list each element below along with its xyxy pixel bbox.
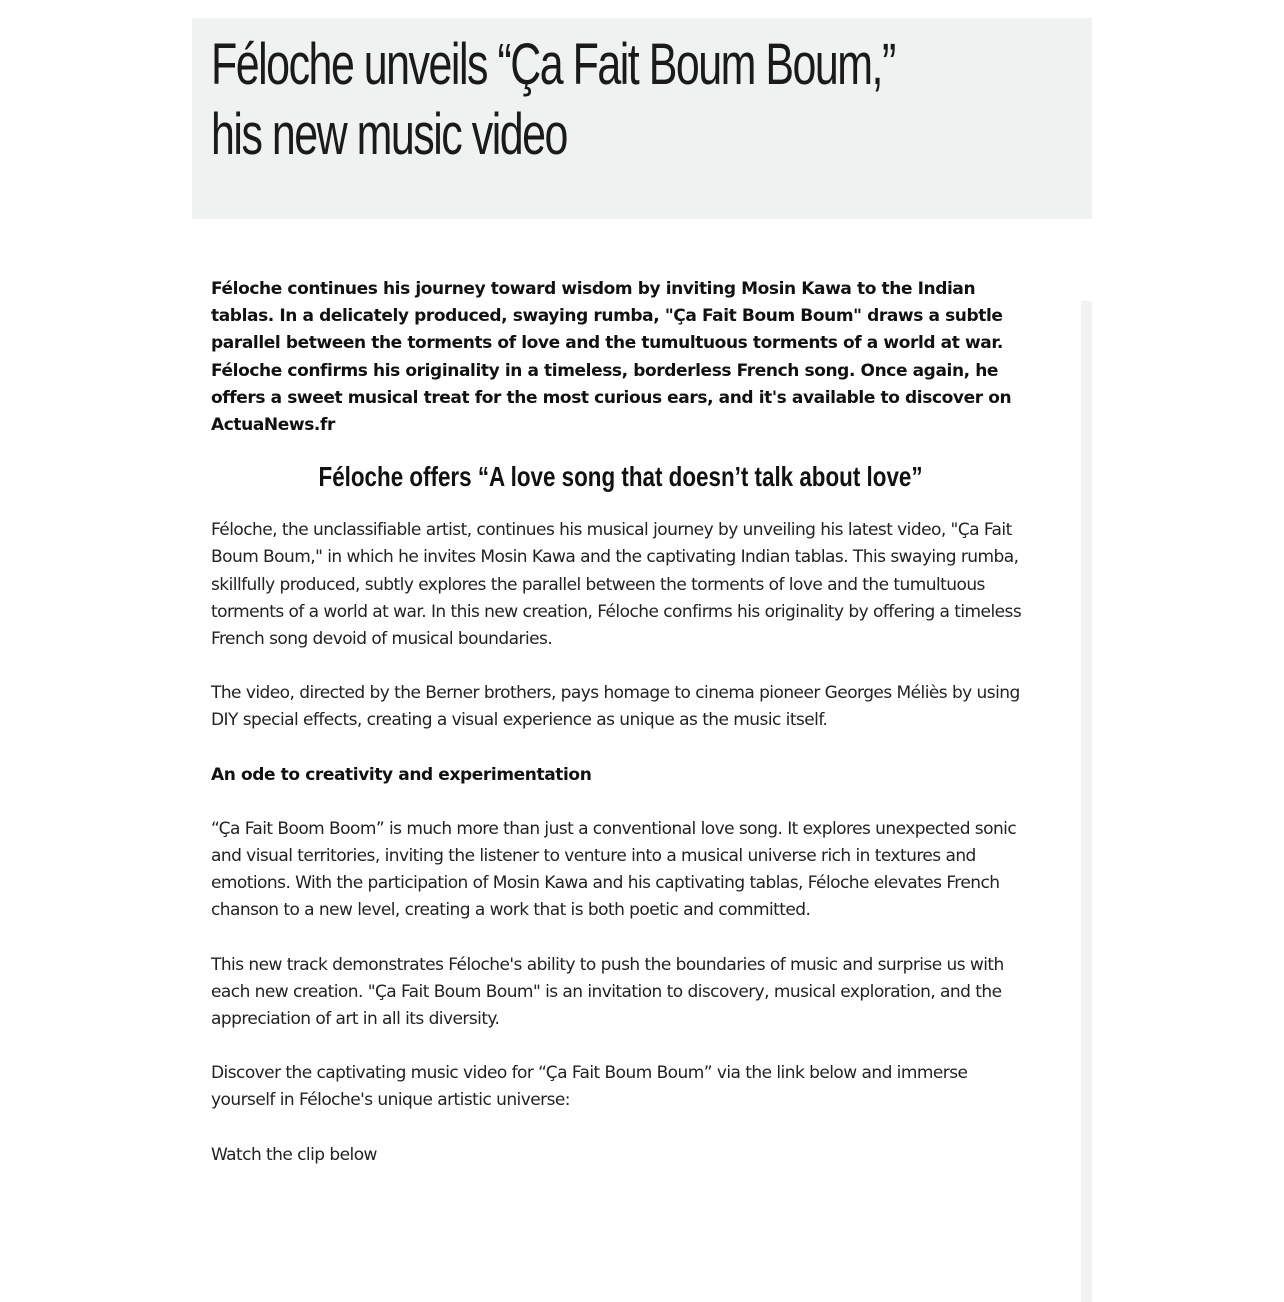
page-title-line-1: Féloche unveils “Ça Fait Boum Boum,”	[211, 32, 895, 97]
scrollbar[interactable]	[1081, 219, 1092, 1302]
paragraph-4: This new track demonstrates Féloche's ability to push the boundaries of music and surprise us with each new creation. "Ça Fait Boum Boum" is an invitation to discovery, musical exploration, and the appreciation of art in all its diversity.	[211, 954, 1004, 1030]
subheading	[211, 459, 1031, 495]
article	[192, 18, 1092, 1302]
page-title-line-2: his new music video	[211, 102, 567, 167]
page-title	[211, 30, 895, 170]
paragraph-3: “Ça Fait Boom Boom” is much more than just a conventional love song. It explores unexpected sonic and visual territories, inviting the listener to venture into a musical universe rich in textures and emotions. With the participation of Mosin Kawa and his captivating tablas, Féloche elevates French chanson to a new level, creating a work that is both poetic and committed.	[211, 818, 1017, 921]
paragraph-2: The video, directed by the Berner brothers, pays homage to cinema pioneer Georges Méliès by using DIY special effects, creating a visual experience as unique as the music itself.	[211, 683, 1020, 731]
watch-clip-text: Watch the clip below	[211, 1144, 377, 1165]
title-band	[192, 18, 1092, 219]
article-body	[211, 276, 1031, 1196]
section-heading: An ode to creativity and experimentation	[211, 764, 592, 785]
paragraph-5: Discover the captivating music video for “Ça Fait Boum Boum” via the link below and immerse yourself in Féloche's unique artistic universe:	[211, 1063, 968, 1111]
scrollbar-thumb[interactable]	[1081, 219, 1092, 301]
subheading-text: Féloche offers “A love song that doesn’t talk about love”	[318, 461, 924, 493]
paragraph-1: Féloche, the unclassifiable artist, continues his musical journey by unveiling his latest video, "Ça Fait Boum Boum," in which he invites Mosin Kawa and the captivating Indian tablas. This swaying rumba, skillfully produced, subtly explores the parallel between the torments of love and the tumultuous torments of a world at war. In this new creation, Féloche confirms his originality by offering a timeless French song devoid of musical boundaries.	[211, 520, 1022, 650]
lead-paragraph: Féloche continues his journey toward wisdom by inviting Mosin Kawa to the Indian tablas. In a delicately produced, swaying rumba, "Ça Fait Boum Boum" draws a subtle parallel between the torments of love and the tumultuous torments of a world at war. Féloche confirms his originality in a timeless, borderless French song. Once again, he offers a sweet musical treat for the most curious ears, and it's available to discover on ActuaNews.fr	[211, 279, 1012, 436]
